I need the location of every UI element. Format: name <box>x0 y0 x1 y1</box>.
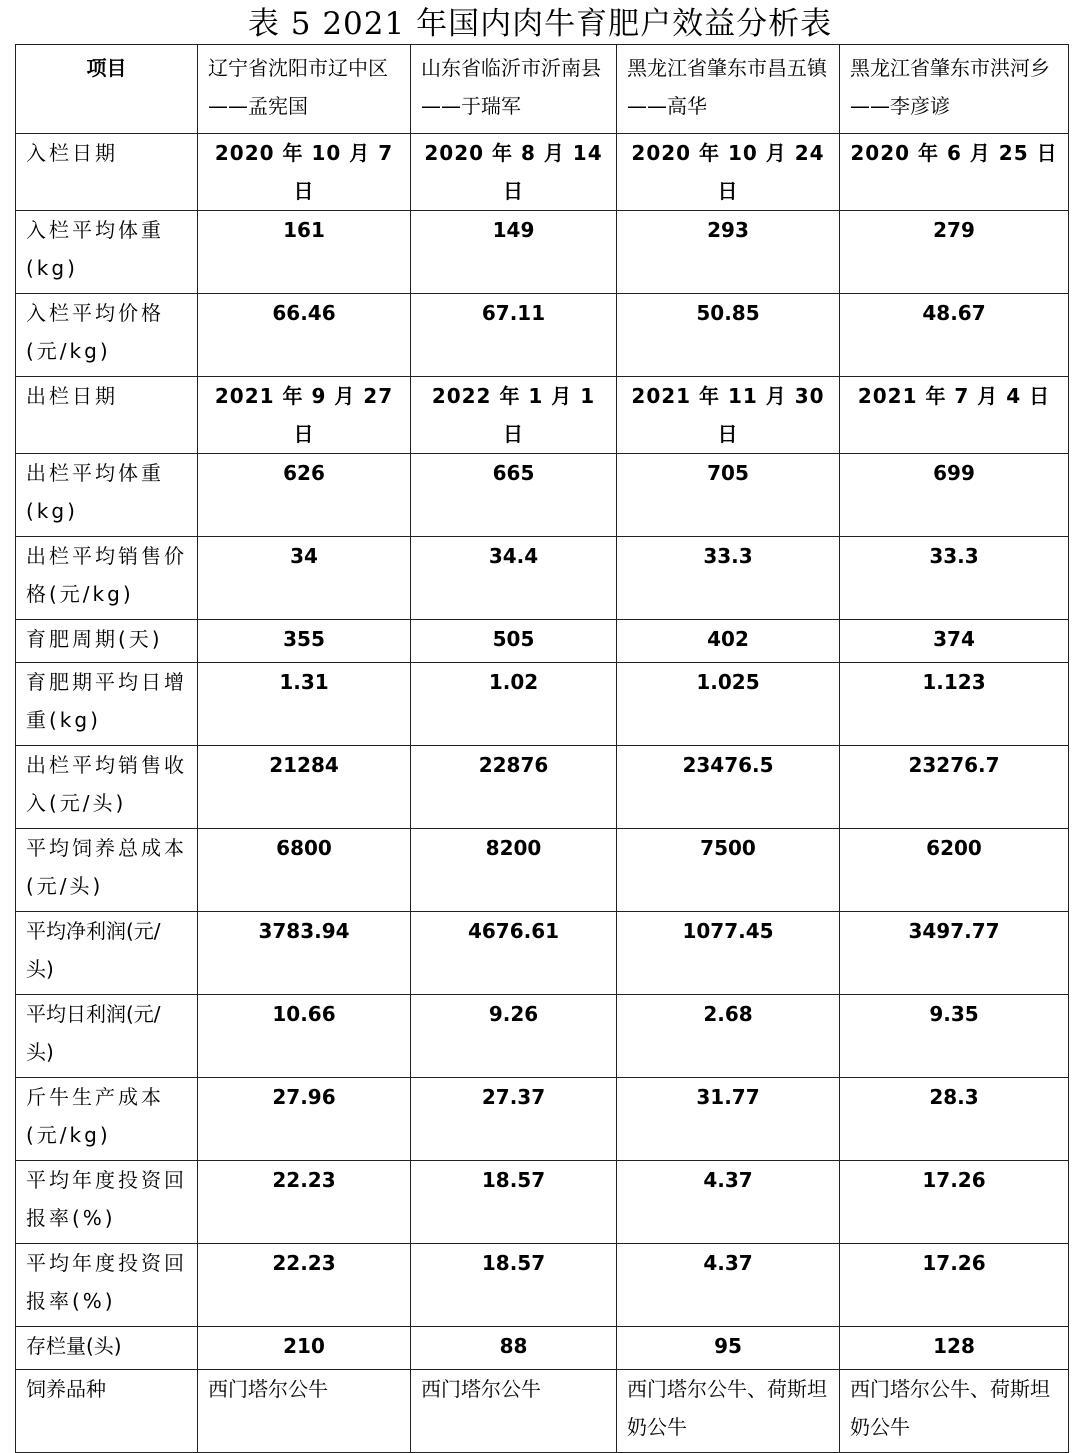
cell: 31.77 <box>617 1078 840 1161</box>
header-farm-2: 山东省临沂市沂南县——于瑞军 <box>411 45 617 134</box>
cell: 西门塔尔公牛 <box>198 1370 411 1453</box>
table-row <box>16 134 1069 211</box>
cell: 705 <box>617 454 840 537</box>
cell: 22876 <box>411 746 617 829</box>
row-label: 平均年度投资回报率(%) <box>16 1244 198 1327</box>
cell: 1.025 <box>617 663 840 746</box>
table-row <box>16 620 1069 663</box>
table-row <box>16 454 1069 537</box>
cell: 2020 年 6 月 25 日 <box>840 134 1069 211</box>
cell: 21284 <box>198 746 411 829</box>
cell: 22.23 <box>198 1161 411 1244</box>
row-label: 育肥期平均日增重(kg) <box>16 663 198 746</box>
cell: 23476.5 <box>617 746 840 829</box>
cell: 2020 年 8 月 14 日 <box>411 134 617 211</box>
header-corner: 项目 <box>16 45 198 134</box>
cell: 7500 <box>617 829 840 912</box>
header-farm-1: 辽宁省沈阳市辽中区——孟宪国 <box>198 45 411 134</box>
cell: 402 <box>617 620 840 663</box>
cell: 34.4 <box>411 537 617 620</box>
row-label: 出栏平均销售收入(元/头) <box>16 746 198 829</box>
cell: 2.68 <box>617 995 840 1078</box>
table-row <box>16 995 1069 1078</box>
cell: 34 <box>198 537 411 620</box>
row-label: 出栏平均体重(kg) <box>16 454 198 537</box>
cell: 9.35 <box>840 995 1069 1078</box>
row-label: 平均净利润(元/头) <box>16 912 198 995</box>
table-row <box>16 746 1069 829</box>
row-label: 育肥周期(天) <box>16 620 198 663</box>
cell: 699 <box>840 454 1069 537</box>
row-label: 平均日利润(元/头) <box>16 995 198 1078</box>
table-row <box>16 377 1069 454</box>
table-row <box>16 1327 1069 1370</box>
cell: 4676.61 <box>411 912 617 995</box>
header-farm-3: 黑龙江省肇东市昌五镇——高华 <box>617 45 840 134</box>
cell: 17.26 <box>840 1161 1069 1244</box>
table-row <box>16 294 1069 377</box>
cell: 3497.77 <box>840 912 1069 995</box>
cell: 88 <box>411 1327 617 1370</box>
cell: 665 <box>411 454 617 537</box>
cell: 33.3 <box>840 537 1069 620</box>
row-label: 饲养品种 <box>16 1370 198 1453</box>
cell: 18.57 <box>411 1244 617 1327</box>
cell: 67.11 <box>411 294 617 377</box>
cell: 2021 年 7 月 4 日 <box>840 377 1069 454</box>
cell: 9.26 <box>411 995 617 1078</box>
table-row <box>16 912 1069 995</box>
row-label: 存栏量(头) <box>16 1327 198 1370</box>
cell: 1.02 <box>411 663 617 746</box>
cell: 2021 年 11 月 30 日 <box>617 377 840 454</box>
cell: 1.123 <box>840 663 1069 746</box>
table-title: 表 5 2021 年国内肉牛育肥户效益分析表 <box>247 6 833 42</box>
row-label: 出栏平均销售价格(元/kg) <box>16 537 198 620</box>
cell: 128 <box>840 1327 1069 1370</box>
cell: 210 <box>198 1327 411 1370</box>
table-row <box>16 1161 1069 1244</box>
cell: 18.57 <box>411 1161 617 1244</box>
row-label: 斤牛生产成本(元/kg) <box>16 1078 198 1161</box>
cell: 27.37 <box>411 1078 617 1161</box>
cell: 6800 <box>198 829 411 912</box>
benefit-analysis-table <box>15 44 1069 1453</box>
table-row <box>16 663 1069 746</box>
cell: 161 <box>198 211 411 294</box>
cell: 3783.94 <box>198 912 411 995</box>
cell: 66.46 <box>198 294 411 377</box>
row-label: 出栏日期 <box>16 377 198 454</box>
cell: 50.85 <box>617 294 840 377</box>
cell: 4.37 <box>617 1244 840 1327</box>
row-label: 入栏平均价格(元/kg) <box>16 294 198 377</box>
table-row <box>16 1244 1069 1327</box>
cell: 23276.7 <box>840 746 1069 829</box>
cell: 西门塔尔公牛、荷斯坦奶公牛 <box>840 1370 1069 1453</box>
cell: 279 <box>840 211 1069 294</box>
cell: 6200 <box>840 829 1069 912</box>
cell: 48.67 <box>840 294 1069 377</box>
row-label: 平均年度投资回报率(%) <box>16 1161 198 1244</box>
cell: 27.96 <box>198 1078 411 1161</box>
cell: 374 <box>840 620 1069 663</box>
cell: 2022 年 1 月 1 日 <box>411 377 617 454</box>
cell: 293 <box>617 211 840 294</box>
cell: 95 <box>617 1327 840 1370</box>
row-label: 平均饲养总成本(元/头) <box>16 829 198 912</box>
table-row <box>16 1370 1069 1453</box>
cell: 2020 年 10 月 24 日 <box>617 134 840 211</box>
header-farm-4: 黑龙江省肇东市洪河乡——李彦谚 <box>840 45 1069 134</box>
cell: 149 <box>411 211 617 294</box>
cell: 28.3 <box>840 1078 1069 1161</box>
cell: 4.37 <box>617 1161 840 1244</box>
table-row <box>16 1078 1069 1161</box>
header-row <box>16 45 1069 134</box>
cell: 8200 <box>411 829 617 912</box>
row-label: 入栏平均体重(kg) <box>16 211 198 294</box>
row-label: 入栏日期 <box>16 134 198 211</box>
cell: 2021 年 9 月 27 日 <box>198 377 411 454</box>
table-row <box>16 211 1069 294</box>
cell: 西门塔尔公牛、荷斯坦奶公牛 <box>617 1370 840 1453</box>
cell: 1.31 <box>198 663 411 746</box>
cell: 626 <box>198 454 411 537</box>
cell: 505 <box>411 620 617 663</box>
table-row <box>16 537 1069 620</box>
cell: 355 <box>198 620 411 663</box>
table-row <box>16 829 1069 912</box>
cell: 17.26 <box>840 1244 1069 1327</box>
cell: 西门塔尔公牛 <box>411 1370 617 1453</box>
cell: 1077.45 <box>617 912 840 995</box>
cell: 10.66 <box>198 995 411 1078</box>
cell: 33.3 <box>617 537 840 620</box>
cell: 22.23 <box>198 1244 411 1327</box>
cell: 2020 年 10 月 7 日 <box>198 134 411 211</box>
